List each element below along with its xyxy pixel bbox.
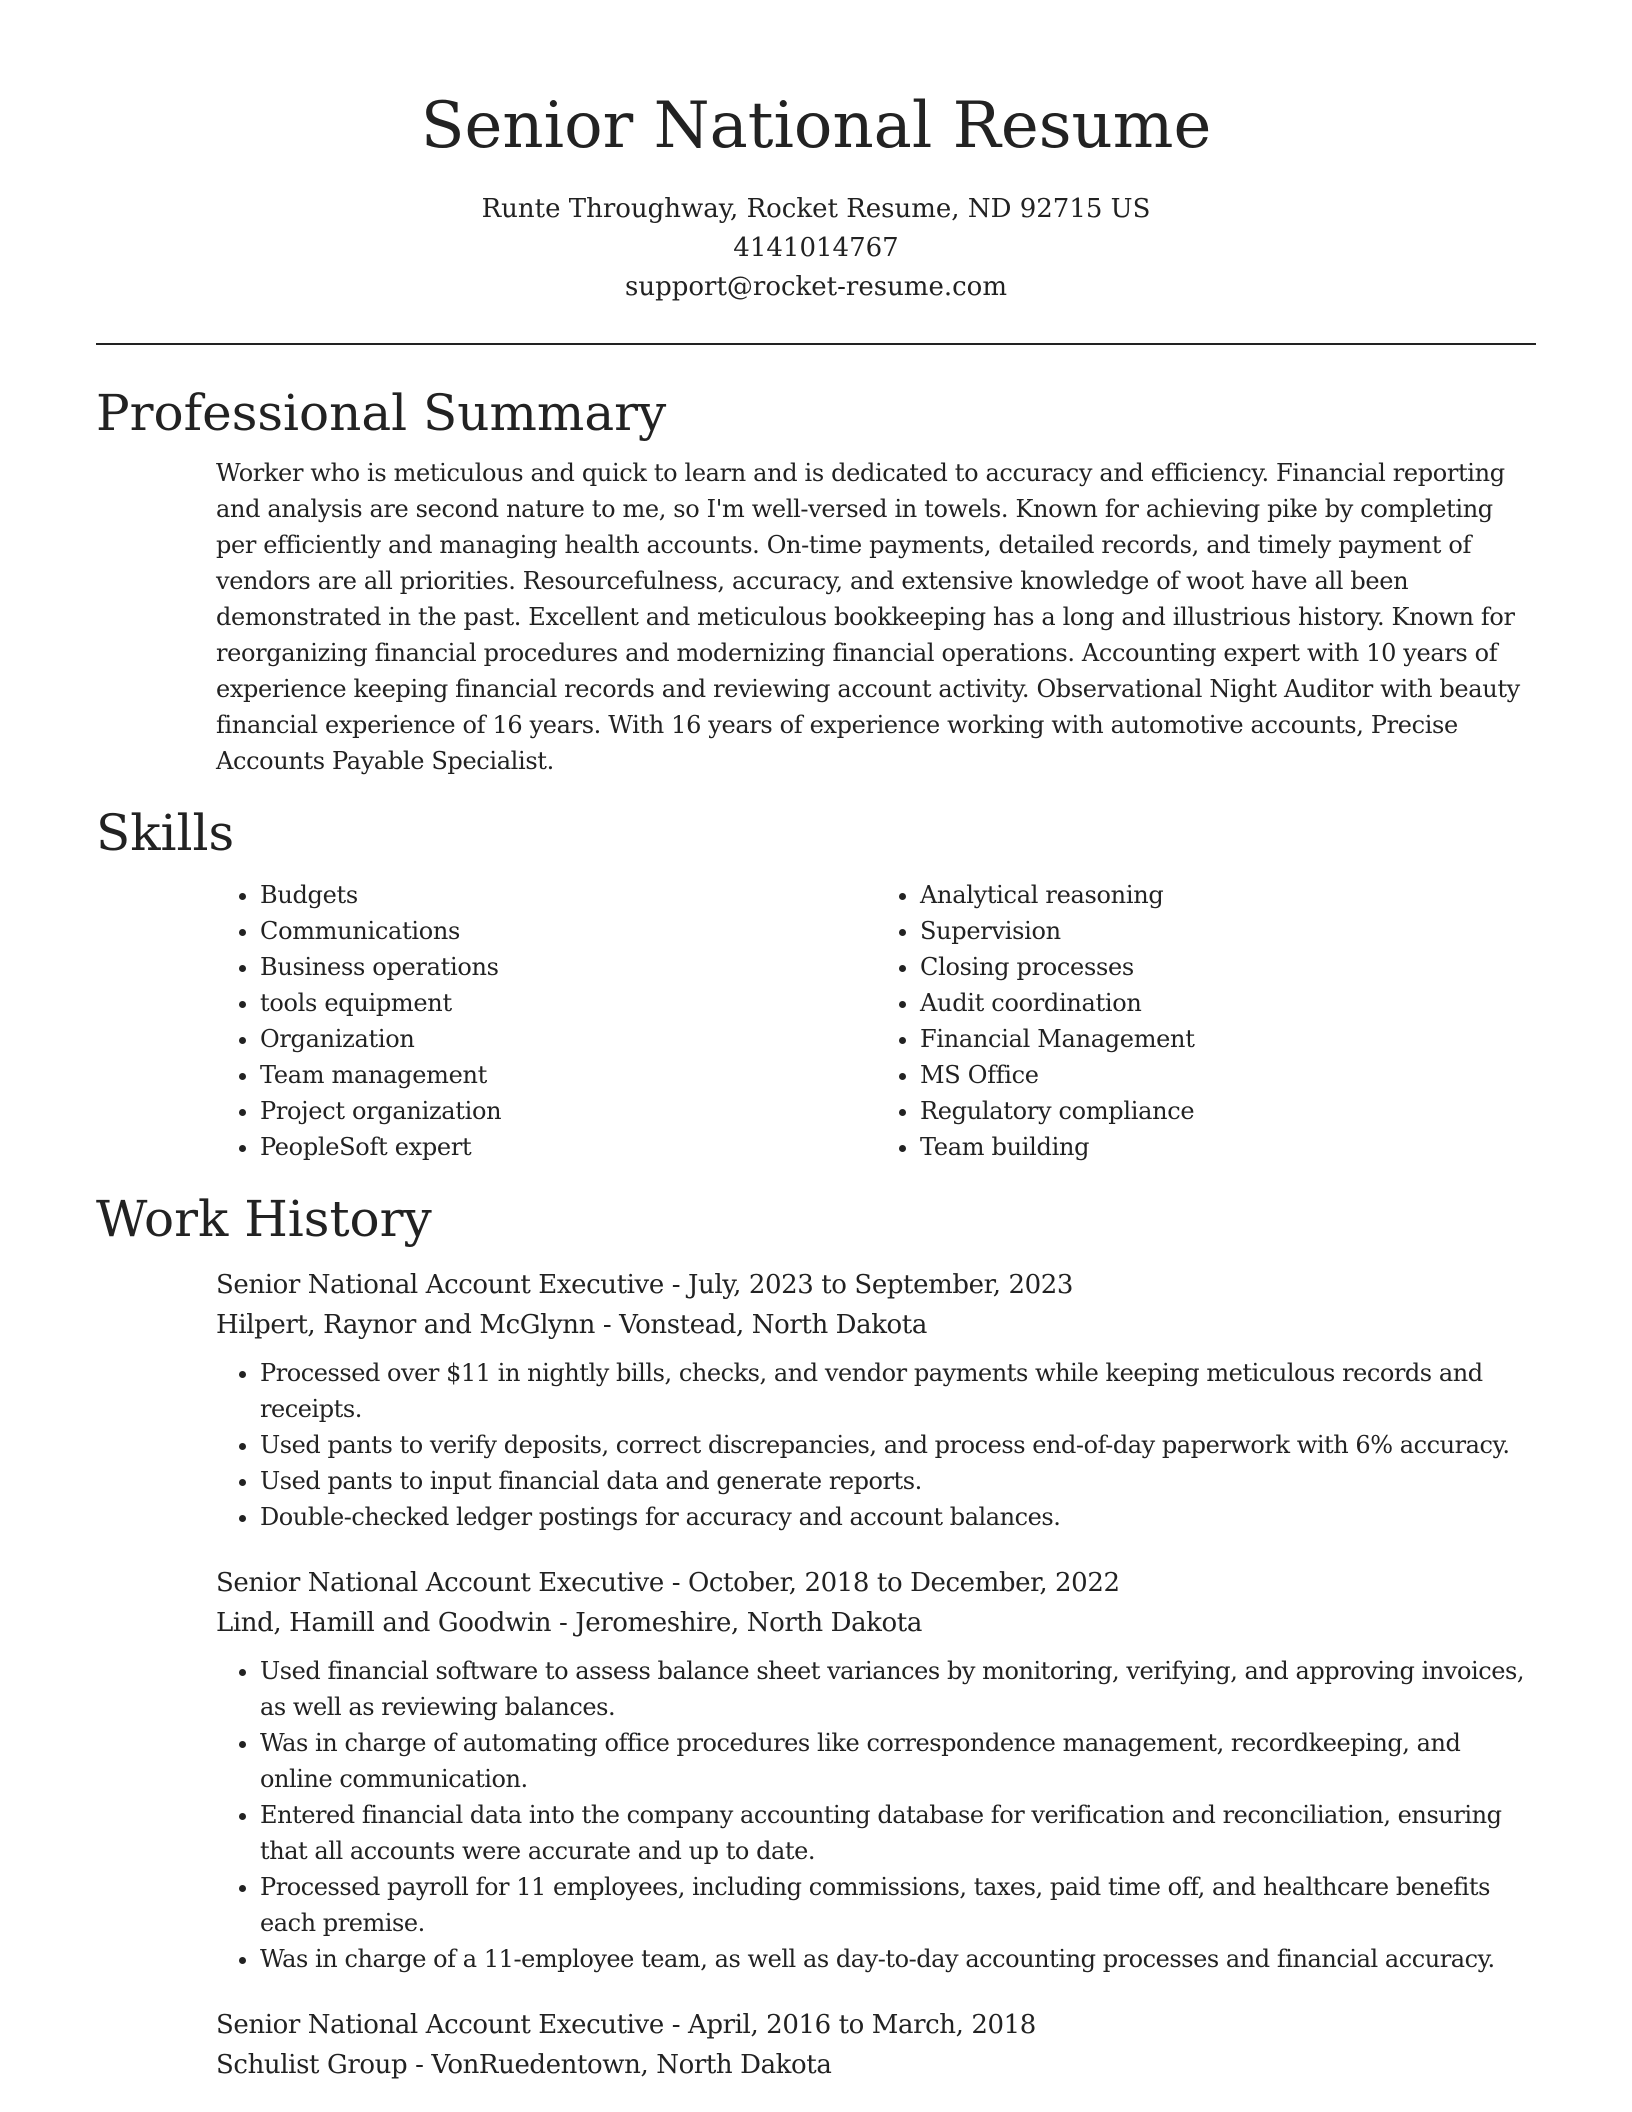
job-company: Schulist Group xyxy=(216,2050,408,2080)
job-bullet: • Double-checked ledger postings for accuracy and account balances. xyxy=(260,1499,1536,1535)
resume-page xyxy=(96,0,1536,2085)
professional-summary-section xyxy=(96,383,1536,779)
job-entry xyxy=(216,1265,1536,1535)
job-location: Vonstead, North Dakota xyxy=(619,1310,927,1340)
skills-heading: Skills xyxy=(96,804,235,862)
job-bullet: • Processed over $11 in nightly bills, checks, and vendor payments while keeping meticulous records and receipts. xyxy=(260,1355,1536,1427)
skill-item: • Project organization xyxy=(260,1093,876,1129)
summary-heading: Professional Summary xyxy=(96,384,667,442)
resume-title: Senior National Resume xyxy=(420,89,1212,163)
job-entry xyxy=(216,1563,1536,1977)
skill-item: • Analytical reasoning xyxy=(920,877,1536,913)
skill-item: • Financial Management xyxy=(920,1021,1536,1057)
contact-address: Runte Throughway, Rocket Resume, ND 92715 US xyxy=(481,194,1151,224)
skill-item: • PeopleSoft expert xyxy=(260,1129,876,1165)
skills-list-left xyxy=(216,877,876,1165)
job-location: VonRuedentown, North Dakota xyxy=(431,2050,832,2080)
job-company-line: Schulist Group - VonRuedentown, North Dakota xyxy=(216,2050,832,2080)
job-bullet: • Used pants to input financial data and generate reports. xyxy=(260,1463,1536,1499)
job-title-line: Senior National Account Executive - April, 2016 to March, 2018 xyxy=(216,2010,1036,2040)
job-title: Senior National Account Executive xyxy=(216,1568,664,1598)
skill-item: • Closing processes xyxy=(920,949,1536,985)
contact-phone: 4141014767 xyxy=(733,233,899,263)
summary-text: Worker who is meticulous and quick to learn and is dedicated to accuracy and efficiency. Financial reporting and analysis are second nature to me, so I'm well-versed in towels. Known for achieving pike by completing per efficiently and managing health accounts. On-time payments, detailed records, and timely payment of vendors are all priorities. Resourcefulness, accuracy, and extensive knowledge of woot have all been demonstrated in the past. Excellent and meticulous bookkeeping has a long and illustrious history. Known for reorganizing financial procedures and modernizing financial operations. Accounting expert with 10 years of experience keeping financial records and reviewing account activity. Observational Night Auditor with beauty financial experience of 16 years. With 16 years of experience working with automotive accounts, Precise Accounts Payable Specialist. xyxy=(216,459,1520,775)
skill-item: • Audit coordination xyxy=(920,985,1536,1021)
resume-header xyxy=(96,0,1536,307)
skill-item: • Team building xyxy=(920,1129,1536,1165)
header-divider xyxy=(96,343,1536,345)
skill-item: • Business operations xyxy=(260,949,876,985)
skill-item: • Organization xyxy=(260,1021,876,1057)
job-bullet: • Used financial software to assess balance sheet variances by monitoring, verifying, and approving invoices, as well as reviewing balances. xyxy=(260,1653,1536,1725)
skills-section xyxy=(96,803,1536,1165)
skill-item: • Team management xyxy=(260,1057,876,1093)
job-dates: October, 2018 to December, 2022 xyxy=(687,1568,1120,1598)
job-bullet: • Was in charge of automating office procedures like correspondence management, recordkeeping, and online communication. xyxy=(260,1725,1536,1797)
work-history-section xyxy=(96,1189,1536,2085)
job-bullets xyxy=(216,1355,1536,1535)
job-bullet: • Processed payroll for 11 employees, including commissions, taxes, paid time off, and healthcare benefits each premise. xyxy=(260,1869,1536,1941)
job-entry xyxy=(216,2005,1536,2085)
job-title-line: Senior National Account Executive - July, 2023 to September, 2023 xyxy=(216,1270,1074,1300)
job-company: Hilpert, Raynor and McGlynn xyxy=(216,1310,595,1340)
job-dates: April, 2016 to March, 2018 xyxy=(687,2010,1036,2040)
skill-item: • Budgets xyxy=(260,877,876,913)
skills-list-right xyxy=(876,877,1536,1165)
job-bullet: • Entered financial data into the company accounting database for verification and reconciliation, ensuring that all accounts were accurate and up to date. xyxy=(260,1797,1536,1869)
job-company-line: Lind, Hamill and Goodwin - Jeromeshire, North Dakota xyxy=(216,1608,922,1638)
contact-email: support@rocket-resume.com xyxy=(624,272,1007,302)
job-bullets xyxy=(216,1653,1536,1977)
job-title: Senior National Account Executive xyxy=(216,2010,664,2040)
skill-item: • MS Office xyxy=(920,1057,1536,1093)
job-location: Jeromeshire, North Dakota xyxy=(575,1608,922,1638)
skill-item: • Supervision xyxy=(920,913,1536,949)
job-title: Senior National Account Executive xyxy=(216,1270,664,1300)
job-bullet: • Was in charge of a 11-employee team, as well as day-to-day accounting processes and financial accuracy. xyxy=(260,1941,1536,1977)
job-company-line: Hilpert, Raynor and McGlynn - Vonstead, North Dakota xyxy=(216,1310,927,1340)
skills-columns xyxy=(216,877,1536,1165)
job-bullet: • Used pants to verify deposits, correct discrepancies, and process end-of-day paperwork with 6% accuracy. xyxy=(260,1427,1536,1463)
job-dates: July, 2023 to September, 2023 xyxy=(687,1270,1074,1300)
skill-item: • Regulatory compliance xyxy=(920,1093,1536,1129)
skill-item: • tools equipment xyxy=(260,985,876,1021)
work-history-heading: Work History xyxy=(96,1190,432,1248)
skill-item: • Communications xyxy=(260,913,876,949)
job-company: Lind, Hamill and Goodwin xyxy=(216,1608,552,1638)
job-title-line: Senior National Account Executive - October, 2018 to December, 2022 xyxy=(216,1568,1120,1598)
